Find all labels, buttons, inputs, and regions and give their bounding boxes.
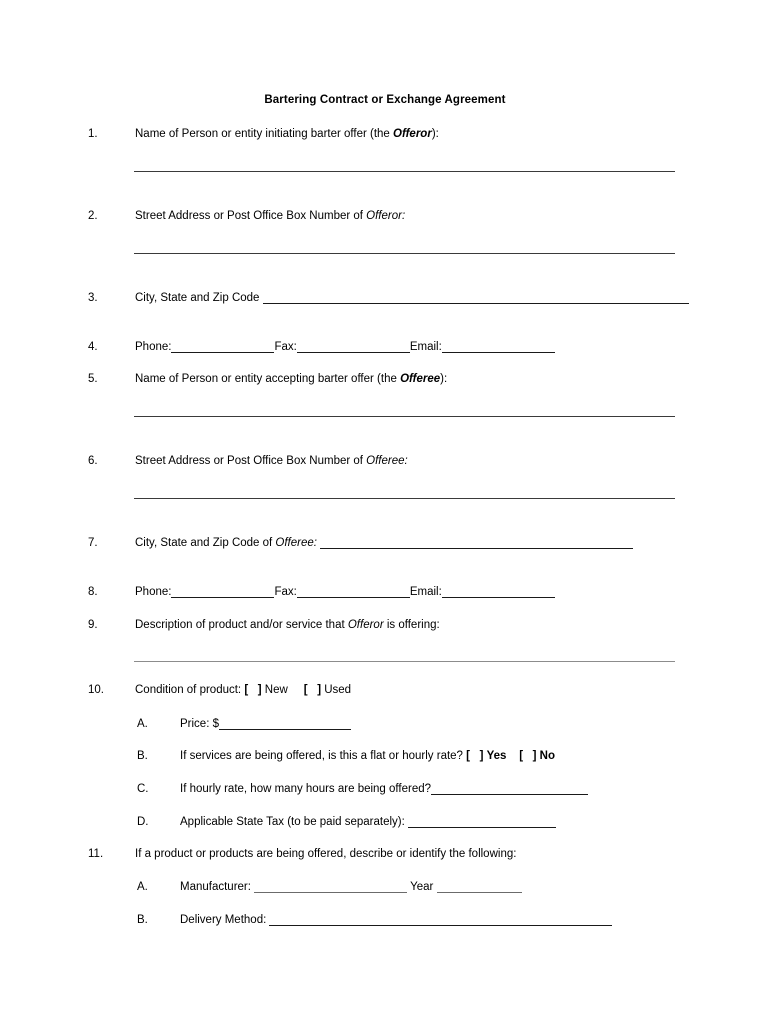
fax-label: Fax: [274, 586, 297, 598]
item-number: 2. [88, 210, 98, 222]
item-number: 9. [88, 619, 98, 631]
item-6-text-before: Street Address or Post Office Box Number of [135, 455, 367, 467]
item-10-label: Condition of product: [135, 684, 245, 696]
price-label: Price: $ [180, 718, 219, 730]
state-tax-blank[interactable] [408, 818, 556, 828]
item-2-text-before: Street Address or Post Office Box Number of [135, 210, 367, 222]
item-number: 5. [88, 373, 98, 385]
item-5-emphasis: Offeree [400, 373, 441, 385]
email-label: Email: [409, 586, 442, 598]
item-text [135, 619, 735, 631]
item-6-emphasis: Offeree: [366, 455, 408, 467]
item-text [135, 292, 735, 304]
item-text [135, 455, 735, 467]
sub-item-letter: B. [137, 750, 148, 762]
answer-blank-offeree-city[interactable] [320, 539, 633, 549]
sub-item-letter: D. [137, 816, 149, 828]
manufacturer-label: Manufacturer: [180, 881, 255, 893]
year-blank[interactable] [437, 883, 522, 893]
year-label: Year [407, 881, 437, 893]
item-number: 10. [88, 684, 104, 696]
sub-item-letter: A. [137, 881, 148, 893]
item-text [135, 373, 735, 385]
sub-item-text [180, 881, 770, 893]
phone-label: Phone: [135, 586, 172, 598]
phone-blank[interactable] [171, 343, 274, 353]
delivery-method-blank[interactable] [269, 916, 612, 926]
item-number: 11. [88, 848, 104, 860]
sub-item-letter: B. [137, 914, 148, 926]
sub-item-text [180, 783, 770, 795]
option-yes-label: Yes [486, 750, 507, 762]
item-3-label: City, State and Zip Code [135, 292, 263, 304]
item-5-text-before: Name of Person or entity accepting barter offer (the [135, 373, 401, 385]
delivery-method-label: Delivery Method: [180, 914, 270, 926]
email-blank[interactable] [442, 588, 555, 598]
item-7-emphasis: Offeree: [275, 537, 317, 549]
item-9-text-after: is offering: [383, 619, 440, 631]
fax-blank[interactable] [297, 588, 410, 598]
page-title: Bartering Contract or Exchange Agreement [264, 94, 506, 106]
checkbox-no[interactable]: [ ] [519, 750, 537, 762]
answer-rule-9[interactable] [134, 661, 675, 662]
item-number: 4. [88, 341, 98, 353]
item-text [135, 341, 735, 353]
price-blank[interactable] [219, 720, 351, 730]
item-number: 7. [88, 537, 98, 549]
item-9-emphasis: Offeror [347, 619, 384, 631]
sub-item-text [180, 816, 770, 828]
item-text: If a product or products are being offered, describe or identify the following: [135, 848, 517, 860]
email-label: Email: [409, 341, 442, 353]
item-text [135, 128, 735, 140]
phone-label: Phone: [135, 341, 172, 353]
fax-label: Fax: [274, 341, 297, 353]
checkbox-used[interactable]: [ ] [303, 684, 322, 696]
item-text [135, 684, 735, 696]
answer-rule-5[interactable] [134, 416, 675, 417]
item-2-emphasis: Offeror: [366, 210, 406, 222]
state-tax-label: Applicable State Tax (to be paid separately): [180, 816, 409, 828]
item-number: 6. [88, 455, 98, 467]
email-blank[interactable] [442, 343, 555, 353]
item-1-text-before: Name of Person or entity initiating barter offer (the [135, 128, 394, 140]
sub-item-text [180, 750, 770, 762]
sub-item-letter: A. [137, 718, 148, 730]
hours-blank[interactable] [431, 785, 588, 795]
item-1-emphasis: Offeror [393, 128, 432, 140]
item-number: 1. [88, 128, 98, 140]
rate-question-label: If services are being offered, is this a flat or hourly rate? [180, 750, 467, 762]
sub-item-text [180, 718, 770, 730]
option-no-label: No [539, 750, 556, 762]
item-text [135, 586, 735, 598]
answer-blank-city-state-zip[interactable] [263, 294, 689, 304]
sub-item-text [180, 914, 770, 926]
item-text [135, 537, 735, 549]
fax-blank[interactable] [297, 343, 410, 353]
item-9-text-before: Description of product and/or service that [135, 619, 348, 631]
item-7-text-before: City, State and Zip Code of [135, 537, 276, 549]
option-new-label: New [264, 684, 288, 696]
item-text [135, 210, 735, 222]
option-used-label: Used [324, 684, 352, 696]
item-1-text-after: ): [431, 128, 439, 140]
sub-item-letter: C. [137, 783, 149, 795]
item-number: 8. [88, 586, 98, 598]
checkbox-yes[interactable]: [ ] [466, 750, 484, 762]
checkbox-new[interactable]: [ ] [244, 684, 262, 696]
phone-blank[interactable] [171, 588, 274, 598]
answer-rule-2[interactable] [134, 253, 675, 254]
hours-question-label: If hourly rate, how many hours are being offered? [180, 783, 432, 795]
manufacturer-blank[interactable] [254, 883, 407, 893]
answer-rule-6[interactable] [134, 498, 675, 499]
item-5-text-after: ): [440, 373, 448, 385]
item-number: 3. [88, 292, 98, 304]
answer-rule-1[interactable] [134, 171, 675, 172]
